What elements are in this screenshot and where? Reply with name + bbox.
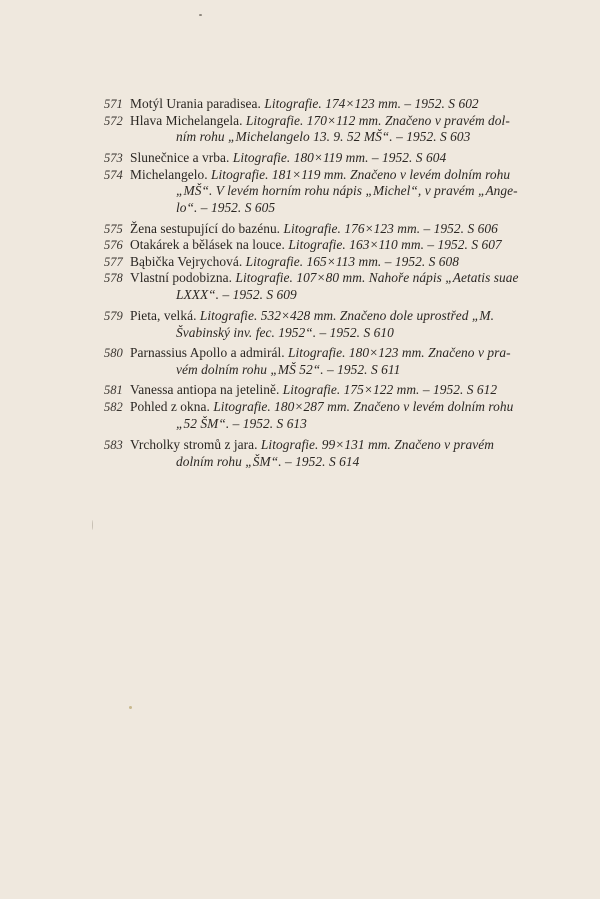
entry-details: vém dolním rohu „MŠ 52“. – 1952. S 611 xyxy=(176,362,401,377)
entry-title: Pohled z okna. xyxy=(130,399,214,414)
entry-details: „MŠ“. V levém horním rohu nápis „Michel“, v pravém „Ange- xyxy=(176,183,518,198)
entry-line xyxy=(130,345,511,361)
entry-line xyxy=(176,287,297,303)
entry-line xyxy=(176,362,400,378)
entry-title: Parnassius Apollo a admirál. xyxy=(130,345,289,360)
entry-details: Litografie. 163×110 mm. – 1952. S 607 xyxy=(288,237,502,252)
entry-line xyxy=(176,416,307,432)
entry-line xyxy=(130,237,502,253)
entry-line xyxy=(130,96,479,112)
entry-details: Litografie. 174×123 mm. – 1952. S 602 xyxy=(264,96,479,111)
entry-line xyxy=(176,325,394,341)
entry-line xyxy=(130,382,497,398)
entry-details: „52 ŠM“. – 1952. S 613 xyxy=(176,416,307,431)
entry-line xyxy=(176,129,470,145)
paper-speck xyxy=(129,706,132,709)
entry-details: lo“. – 1952. S 605 xyxy=(176,200,276,215)
entry-title: Vanessa antiopa na jetelině. xyxy=(130,382,283,397)
entry-line xyxy=(176,200,275,216)
entry-details: Litografie. 107×80 mm. Nahoře nápis „Aetatis suae xyxy=(235,270,519,285)
entry-title: Otakárek a bělásek na louce. xyxy=(130,237,289,252)
entry-number: 575 xyxy=(104,222,123,236)
entry-line xyxy=(176,454,359,470)
entry-number: 574 xyxy=(104,168,123,182)
entry-line xyxy=(130,308,494,324)
entry-number: 580 xyxy=(104,346,123,360)
entry-title: Motýl Urania paradisea. xyxy=(130,96,265,111)
entry-details: Švabinský inv. fec. 1952“. – 1952. S 610 xyxy=(176,325,394,340)
entry-number: 571 xyxy=(104,97,123,111)
entry-line xyxy=(130,399,513,415)
entry-line xyxy=(130,113,510,129)
entry-line xyxy=(130,437,494,453)
entry-title: Žena sestupující do bazénu. xyxy=(130,221,284,236)
entry-details: Litografie. 180×287 mm. Značeno v levém dolním rohu xyxy=(213,399,514,414)
entry-number: 577 xyxy=(104,255,123,269)
entry-details: Litografie. 165×113 mm. – 1952. S 608 xyxy=(245,254,460,269)
entry-number: 578 xyxy=(104,271,123,285)
entry-line xyxy=(130,254,459,270)
entry-details: Litografie. 175×122 mm. – 1952. S 612 xyxy=(282,382,498,397)
entry-details: Litografie. 180×123 mm. Značeno v pra- xyxy=(288,345,511,360)
entry-details: Litografie. 176×123 mm. – 1952. S 606 xyxy=(283,221,498,236)
entry-number: 572 xyxy=(104,114,123,128)
entry-line xyxy=(176,183,518,199)
entry-number: 582 xyxy=(104,400,123,414)
entry-number: 579 xyxy=(104,309,123,323)
entry-details: LXXX“. – 1952. S 609 xyxy=(176,287,297,302)
entry-title: Michelangelo. xyxy=(130,167,212,182)
entry-title: Pieta, velká. xyxy=(130,308,200,323)
entry-title: Vlastní podobizna. xyxy=(130,270,236,285)
entry-title: Slunečnice a vrba. xyxy=(130,150,233,165)
entry-number: 573 xyxy=(104,151,123,165)
entry-details: Litografie. 532×428 mm. Značeno dole uprostřed „M. xyxy=(199,308,494,323)
paper-speck xyxy=(199,14,202,16)
entry-number: 581 xyxy=(104,383,123,397)
entry-line xyxy=(130,270,518,286)
entry-details: Litografie. 181×119 mm. Značeno v levém dolním rohu xyxy=(211,167,511,182)
entry-title: Hlava Michelangela. xyxy=(130,113,246,128)
entry-details: Litografie. 99×131 mm. Značeno v pravém xyxy=(260,437,494,452)
entry-line xyxy=(130,221,498,237)
entry-details: Litografie. 170×112 mm. Značeno v pravém dol- xyxy=(245,113,510,128)
entry-line xyxy=(130,167,510,183)
entry-details: dolním rohu „ŠM“. – 1952. S 614 xyxy=(176,454,360,469)
entry-number: 583 xyxy=(104,438,123,452)
entry-title: Vrcholky stromů z jara. xyxy=(130,437,261,452)
entry-title: Bąbička Vejrychová. xyxy=(130,254,246,269)
entry-number: 576 xyxy=(104,238,123,252)
entry-line xyxy=(130,150,446,166)
entry-details: Litografie. 180×119 mm. – 1952. S 604 xyxy=(232,150,447,165)
paper-speck xyxy=(92,520,93,530)
entry-details: ním rohu „Michelangelo 13. 9. 52 MŠ“. – 1952. S 603 xyxy=(176,129,471,144)
